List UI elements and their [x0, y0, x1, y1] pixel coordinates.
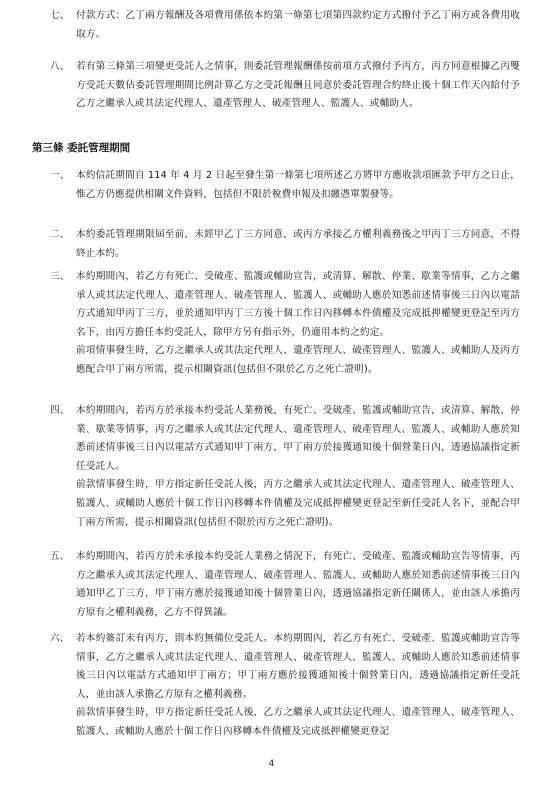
- item-body: [76, 548, 520, 622]
- section-title: 第三條 委託管理期間: [32, 142, 131, 154]
- item-body: [76, 58, 520, 114]
- item-number: 七、: [50, 10, 70, 21]
- item-paragraph: 本約委託管理期限屆至前，未經甲乙丁三方同意，或丙方承接乙方權利義務後之甲丙丁三方同意，不得終止本約。: [76, 229, 520, 259]
- clause-3-item-4: [50, 402, 520, 532]
- clause-3-item-3: [50, 268, 520, 380]
- item-number: 四、: [50, 405, 70, 416]
- item-paragraph: 本約信託期間自 114 年 4 月 2 日起至發生第一條第七項所述乙方將甲方應收款項匯款予甲方之日止，惟乙方仍應提供相關文件資料，包括但不限於稅費申報及扣繳憑單製發等。: [76, 170, 520, 200]
- clause-2-item-7: [50, 7, 520, 44]
- clause-3-item-2: [50, 226, 520, 263]
- clause-2-item-8: [50, 58, 520, 114]
- item-paragraph: 若有第三條第三項變更受託人之情事，則委託管理報酬係按前項方式撥付予丙方，丙方同意根據乙丙雙方受託天數佔委託管理期間比例計算乙方之受託報酬且同意於委託管理合約終止後十個工作天內給付予乙方之繼承人或其法定代理人、遺產管理人、破產管理人、監護人、或輔助人。: [76, 61, 520, 110]
- item-number: 三、: [50, 271, 70, 282]
- item-paragraph: 本約期間內，若乙方有死亡、受破產、監護或輔助宣告，或清算、解散、停業、歇業等情事，乙方之繼承人或其法定代理人、遺產管理人、破產管理人、監護人、或輔助人應於知悉前述情事後三日內以電話方式通知甲丙丁三方，並於通知甲丙丁三方後十個工作日內移轉本件債權及完成抵押權變更登記至丙方名下，由丙方擔任本約受託人，除甲方另有指示外，仍適用本約之約定。: [76, 271, 520, 338]
- item-body: [76, 402, 520, 532]
- item-body: [76, 7, 520, 44]
- item-number: 六、: [50, 633, 70, 644]
- clause-3-item-6: [50, 630, 520, 742]
- item-paragraph: 前款情事發生時，甲方指定新任受託人後，乙方之繼承人或其法定代理人、遺產管理人、破產管理人、監護人、或輔助人應於十個工作日內移轉本件債權及完成抵押權變更登記: [76, 707, 520, 737]
- item-paragraph: 若本約簽訂未有丙方，則本約無備位受託人。本約期間內，若乙方有死亡、受破產、監護或輔助宣告等情事，乙方之繼承人或其法定代理人、遺產管理人、破產管理人、監護人、或輔助人應於知悉前述情事後三日內以電話方式通知甲丁兩方；甲丁兩方應於接獲通知後十個營業日內，透過協議指定新任受託人，並由該人承擔乙方原有之權利義務。: [76, 633, 520, 700]
- item-number: 二、: [50, 229, 70, 240]
- item-body: [76, 268, 520, 380]
- item-body: [76, 167, 520, 204]
- item-body: [76, 630, 520, 742]
- item-number: 五、: [50, 551, 70, 562]
- item-paragraph: 本約期間內，若丙方於未承接本約受託人業務之情況下，有死亡、受破產、監護或輔助宣告等情事，丙方之繼承人或其法定代理人、遺產管理人、破產管理人、監護人、或輔助人應於知悉前述情事後三日內通知甲乙丁三方，甲丁兩方應於接獲通知後十個營業日內，透過協議指定新任關係人，並由該人承擔丙方原有之權利義務，乙方不得異議。: [76, 551, 520, 618]
- item-body: [76, 226, 520, 263]
- page-number: 4: [268, 759, 275, 769]
- item-number: 八、: [50, 61, 70, 72]
- item-paragraph: 前項情事發生時，乙方之繼承人或其法定代理人、遺產管理人、破產管理人、監護人、或輔助人及丙方應配合甲丁兩方所需，提示相關資訊(包括但不限於乙方之死亡證明)。: [76, 345, 520, 375]
- clause-3-item-5: [50, 548, 520, 622]
- item-number: 一、: [50, 170, 70, 181]
- clause-3-item-1: [50, 167, 520, 204]
- item-paragraph: 付款方式：乙丁兩方報酬及各項費用係依本約第一條第七項第四款約定方式撥付予乙丁兩方或各費用收取方。: [76, 10, 520, 40]
- item-paragraph: 前款情事發生時，甲方指定新任受託人後，丙方之繼承人或其法定代理人、遺產管理人、破產管理人、監護人、或輔助人應於十個工作日內移轉本件債權及完成抵押權變更登記至新任受託人名下，並配合甲丁兩方所需，提示相關資訊(包括但不限於丙方之死亡證明)。: [76, 479, 520, 528]
- item-paragraph: 本約期間內，若丙方於承接本約受託人業務後，有死亡、受破產、監護或輔助宣告，或清算、解散、停業、歇業等情事，丙方之繼承人或其法定代理人、遺產管理人、破產管理人、監護人、或輔助人應於知悉前述情事後三日內以電話方式通知甲丁兩方，甲丁兩方於接獲通知後十個營業日內，透過協議指定新任受託人。: [76, 405, 520, 472]
